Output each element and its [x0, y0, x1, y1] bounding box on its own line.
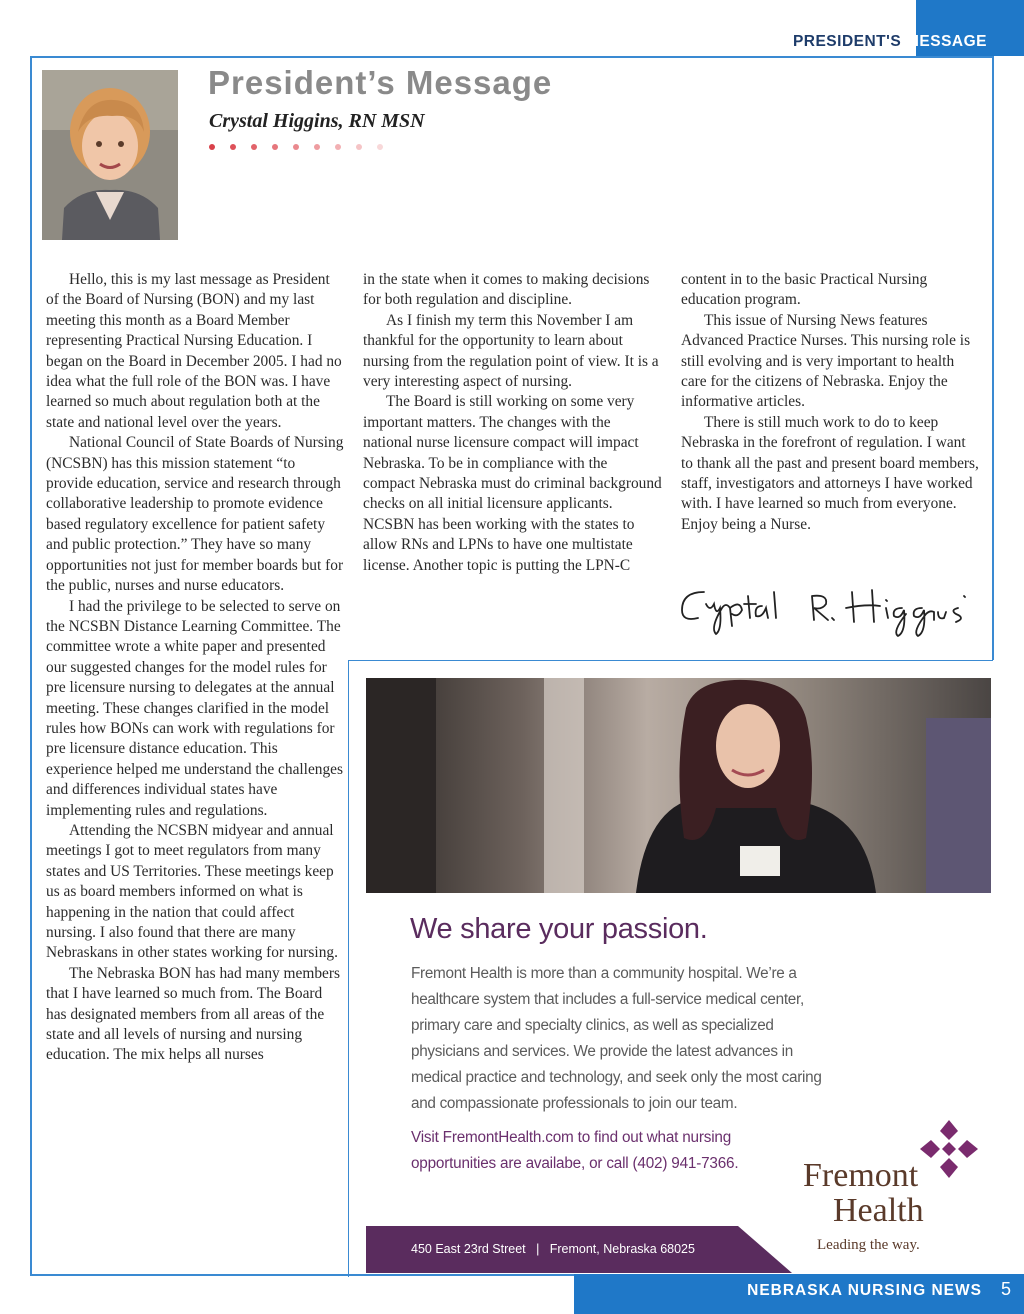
frame-right-line — [992, 56, 994, 660]
author-signature — [676, 578, 976, 638]
paragraph: in the state when it comes to making decisions for both regulation and discipline. — [363, 271, 650, 309]
section-title — [793, 33, 987, 51]
article-column-3 — [681, 270, 981, 535]
logo-tagline: Leading the way. — [817, 1237, 920, 1253]
page-footer — [574, 1274, 1024, 1314]
ad-address: 450 East 23rd Street | Fremont, Nebraska 68025 — [411, 1242, 695, 1256]
advertisement-photo — [366, 678, 991, 893]
paragraph: As I finish my term this November I am thankful for the opportunity to learn about nursing from the regulation point of view. It is a very interesting aspect of nursing. — [363, 311, 659, 391]
article-author: Crystal Higgins, RN MSN — [209, 110, 425, 132]
section-title-word1: PRESIDENT'S — [792, 33, 902, 50]
article-column-1 — [46, 270, 346, 1066]
section-title-word2: MESSAGE — [905, 33, 987, 50]
fremont-health-diamond-icon — [920, 1120, 978, 1178]
ad-headline: We share your passion. — [410, 913, 708, 945]
paragraph: The Nebraska BON has had many members that I have learned so much from. The Board has designated members from all areas of the state and all levels of nursing and nursing education. The mix helps all nurses — [46, 964, 340, 1064]
paragraph: National Council of State Boards of Nursing (NCSBN) has this mission statement “to provide education, service and research through collaborative leadership to promote evidence based regulatory excellence for patient safety and public protection.” They have so many opportunities not just for member boards but for the public, nurses and nurse educators. — [46, 434, 344, 595]
frame-left-line — [30, 56, 32, 1276]
paragraph: There is still much work to do to keep Nebraska in the forefront of regulation. I want to thank all the past and present board members, staff, investigators and attorneys I have worked with. I have learned so much from everyone. Enjoy being a Nurse. — [681, 413, 979, 533]
article-column-2 — [363, 270, 663, 576]
paragraph: I had the privilege to be selected to serve on the NCSBN Distance Learning Committee. The committee wrote a white paper and presented our suggested changes for the model rules for pre licensure nursing to delegates at the annual meeting. These changes clarified in the model rules how BONs can work with regulations for pre licensure distance education. This experience helped me understand the challenges and differences individual states have implementing rules and regulations. — [46, 597, 343, 819]
ad-body-text: Fremont Health is more than a community hospital. We’re a healthcare system that includes a full-service medical center, primary care and specialty clinics, as well as specialized physicians and services. We provide the latest advances in medical practice and technology, and seek only the most caring and compassionate professionals to join our team. — [411, 965, 822, 1112]
publication-name: NEBRASKA NURSING NEWS — [747, 1282, 982, 1299]
paragraph: Hello, this is my last message as President of the Board of Nursing (BON) and my last meeting this month as a Board Member representing Practical Nursing Education. I began on the Board in December 2005. I had no idea what the full role of the BON was. I have learned so much about regulation both at the state and national level over the years. — [46, 271, 342, 431]
paragraph: This issue of Nursing News features Advanced Practice Nurses. This nursing role is still evolving and is very important to health care for the citizens of Nebraska. Enjoy the informative articles. — [681, 311, 971, 411]
article-title: President’s Message — [208, 64, 553, 101]
logo-text-health: Health — [833, 1192, 924, 1229]
decorative-dots — [208, 142, 388, 152]
paragraph: content in to the basic Practical Nursing education program. — [681, 271, 928, 309]
author-portrait — [42, 70, 178, 240]
section-header — [0, 0, 1024, 56]
ad-call-to-action: Visit FremontHealth.com to find out what nursing opportunities are availabe, or call (402) 941-7366. — [411, 1129, 739, 1172]
paragraph: The Board is still working on some very important matters. The changes with the national nurse licensure compact will impact Nebraska. To be in compliance with the compact Nebraska must do criminal background checks on all initial licensure applicants. NCSBN has been working with the states to allow RNs and LPNs to have one multistate license. Another topic is putting the LPN-C — [363, 393, 662, 574]
paragraph: Attending the NCSBN midyear and annual meetings I got to meet regulators from many states and US Territories. These meetings keep us as board members informed on what is happening in the nation that could affect nursing. I also found that there are many Nebraskans in other states working for nursing. — [46, 821, 338, 962]
logo-text-fremont: Fremont — [803, 1157, 919, 1194]
frame-top-line — [30, 56, 994, 58]
page-number: 5 — [1000, 1279, 1011, 1299]
